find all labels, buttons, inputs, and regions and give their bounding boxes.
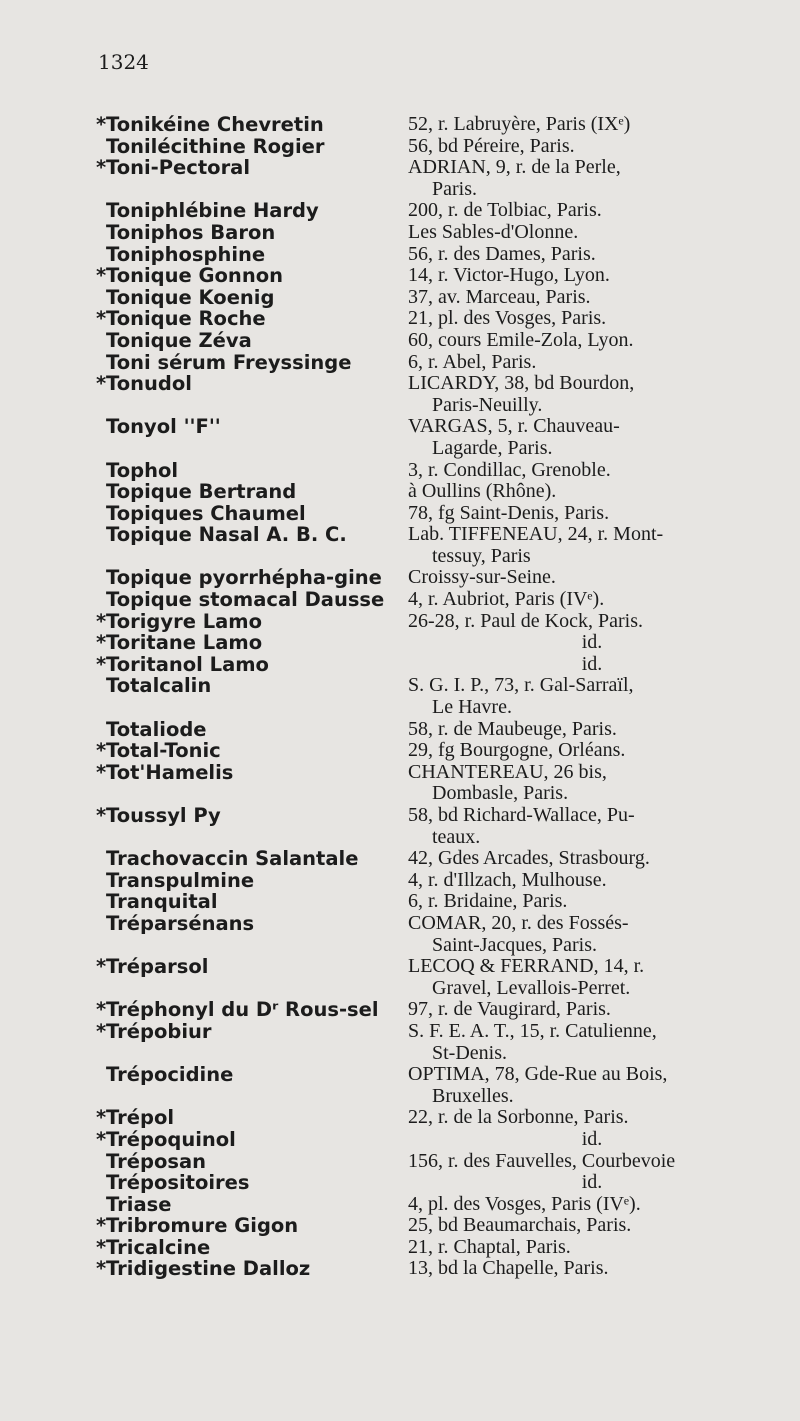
product-name [96, 870, 388, 892]
product-name [96, 913, 388, 935]
product-name [96, 460, 388, 482]
product-name-text: Total-Tonic [106, 739, 221, 763]
address [388, 891, 776, 913]
address [388, 308, 776, 330]
address-line-continued: St-Denis. [432, 1041, 507, 1064]
list-item [96, 913, 776, 956]
address-line: 22, r. de la Sorbonne, Paris. [408, 1106, 629, 1129]
asterisk-mark: * [96, 760, 107, 784]
product-name [96, 265, 388, 287]
product-name [96, 330, 388, 352]
asterisk-mark: * [96, 804, 107, 827]
product-name-text: Toussyl Py [106, 804, 221, 827]
address-line-continued: Saint-Jacques, Paris. [432, 933, 597, 956]
address-line: VARGAS, 5, r. Chauveau- [408, 415, 620, 438]
address [388, 1021, 776, 1064]
asterisk-mark: * [96, 1019, 107, 1043]
product-name-text: Trachovaccin Salantale [106, 847, 359, 871]
asterisk-mark: * [96, 609, 107, 633]
list-item [96, 330, 776, 352]
list-item [96, 611, 776, 633]
address-line: 78, fg Saint-Denis, Paris. [408, 501, 610, 524]
asterisk-mark: * [96, 113, 107, 136]
product-name [96, 1258, 388, 1280]
address [388, 114, 776, 136]
address-line-continued: teaux. [432, 825, 481, 848]
address [388, 611, 776, 633]
address-line: id. [581, 652, 603, 675]
list-item [96, 265, 776, 287]
address [388, 136, 776, 158]
address [388, 1064, 776, 1107]
product-name-text: Tranquital [106, 890, 218, 914]
product-name-text: Tonikéine Chevretin [106, 113, 324, 136]
address [388, 632, 776, 654]
list-item [96, 1258, 776, 1280]
asterisk-mark: * [96, 739, 107, 763]
list-item [96, 503, 776, 525]
list-item [96, 740, 776, 762]
address [388, 244, 776, 266]
product-name [96, 956, 388, 978]
product-name-text: Tridigestine Dalloz [106, 1257, 311, 1281]
address-line: Les Sables-d'Olonne. [408, 220, 579, 243]
address [388, 870, 776, 892]
address-line: LECOQ & FERRAND, 14, r. [408, 955, 645, 978]
product-name-text: Toni-Pectoral [106, 156, 251, 180]
list-item [96, 524, 776, 567]
address-line: 4, r. Aubriot, Paris (IVᵉ). [408, 588, 605, 611]
address-line-continued: Paris-Neuilly. [432, 393, 543, 416]
asterisk-mark: * [96, 264, 107, 288]
address [388, 330, 776, 352]
list-item [96, 136, 776, 158]
list-item [96, 956, 776, 999]
list-item [96, 589, 776, 611]
product-name [96, 524, 388, 546]
asterisk-mark: * [96, 156, 107, 180]
product-name-text: Tonyol ''F'' [106, 415, 221, 439]
address-line: CHANTEREAU, 26 bis, [408, 760, 607, 783]
list-item [96, 999, 776, 1021]
address-line: 6, r. Abel, Paris. [408, 350, 537, 373]
address-line: COMAR, 20, r. des Fossés- [408, 911, 629, 934]
list-item [96, 567, 776, 589]
asterisk-mark: * [96, 998, 107, 1022]
product-name-text: Toniphosphine [106, 242, 266, 266]
address-line-continued: Dombasle, Paris. [432, 782, 569, 805]
list-item [96, 891, 776, 913]
address-line: S. G. I. P., 73, r. Gal-Sarraïl, [408, 674, 634, 697]
address-line: 37, av. Marceau, Paris. [408, 285, 591, 308]
address-line: 56, bd Péreire, Paris. [408, 134, 575, 157]
product-name-text: Tonique Gonnon [106, 264, 283, 288]
list-item [96, 1172, 776, 1194]
asterisk-mark: * [96, 372, 107, 396]
address-line-continued: Gravel, Levallois-Perret. [432, 976, 631, 999]
page-number: 1324 [98, 50, 149, 74]
address [388, 200, 776, 222]
product-name [96, 632, 388, 654]
product-name [96, 136, 388, 158]
list-item [96, 373, 776, 416]
product-name-text: Tréposan [106, 1149, 207, 1173]
address [388, 1129, 776, 1151]
product-name [96, 1107, 388, 1129]
product-name-text: Tricalcine [106, 1235, 211, 1259]
product-name-text: Tonique Roche [106, 307, 266, 331]
list-item [96, 632, 776, 654]
address [388, 1215, 776, 1237]
product-name-text: Trépoquinol [106, 1127, 236, 1151]
product-name-text: Tréphonyl du Dʳ Rous-sel [106, 998, 379, 1022]
product-name [96, 805, 388, 827]
address [388, 719, 776, 741]
product-name [96, 1151, 388, 1173]
product-name [96, 654, 388, 676]
asterisk-mark: * [96, 652, 107, 676]
address [388, 762, 776, 805]
address-line: 4, pl. des Vosges, Paris (IVᵉ). [408, 1192, 641, 1215]
product-name-text: Totalcalin [106, 674, 212, 698]
address-line: 42, Gdes Arcades, Strasbourg. [408, 847, 650, 870]
product-name-text: Triase [106, 1192, 172, 1216]
address [388, 589, 776, 611]
product-name-text: Topiques Chaumel [106, 501, 306, 525]
address [388, 524, 776, 567]
product-name-text: Trépocidine [106, 1063, 234, 1087]
list-item [96, 308, 776, 330]
address-line: 25, bd Beaumarchais, Paris. [408, 1214, 632, 1237]
address [388, 913, 776, 956]
product-name [96, 1237, 388, 1259]
product-name [96, 287, 388, 309]
address [388, 222, 776, 244]
list-item [96, 157, 776, 200]
list-item [96, 1107, 776, 1129]
address [388, 1194, 776, 1216]
list-item [96, 1151, 776, 1173]
product-name-text: Torigyre Lamo [106, 609, 263, 633]
product-name-text: Topique pyorrhépha-gine [106, 566, 382, 590]
address-line: 21, pl. des Vosges, Paris. [408, 307, 607, 330]
address-line: 60, cours Emile-Zola, Lyon. [408, 328, 634, 351]
address-line: 4, r. d'Illzach, Mulhouse. [408, 868, 607, 891]
product-name-text: Toritane Lamo [106, 631, 263, 655]
product-name [96, 848, 388, 870]
address [388, 1237, 776, 1259]
product-name [96, 1064, 388, 1086]
product-name-text: Tribromure Gigon [106, 1214, 299, 1238]
product-name-text: Toritanol Lamo [106, 652, 269, 676]
list-item [96, 200, 776, 222]
list-item [96, 848, 776, 870]
asterisk-mark: * [96, 307, 107, 331]
address [388, 848, 776, 870]
product-name-text: Trépobiur [106, 1019, 212, 1043]
address [388, 265, 776, 287]
address [388, 675, 776, 718]
entry-list [96, 114, 776, 1280]
list-item [96, 222, 776, 244]
address-line-continued: Lagarde, Paris. [432, 436, 553, 459]
product-name-text: Trépol [106, 1106, 175, 1130]
address [388, 373, 776, 416]
product-name-text: Tonudol [106, 372, 192, 396]
product-name [96, 589, 388, 611]
list-item [96, 1129, 776, 1151]
address [388, 416, 776, 459]
product-name [96, 762, 388, 784]
address-line: 21, r. Chaptal, Paris. [408, 1235, 571, 1258]
address [388, 654, 776, 676]
address [388, 1107, 776, 1129]
product-name [96, 114, 388, 136]
product-name [96, 308, 388, 330]
asterisk-mark: * [96, 1235, 107, 1259]
address [388, 157, 776, 200]
address-line: 200, r. de Tolbiac, Paris. [408, 199, 602, 222]
address [388, 1258, 776, 1280]
product-name [96, 891, 388, 913]
address-line: Lab. TIFFENEAU, 24, r. Mont- [408, 523, 664, 546]
list-item [96, 762, 776, 805]
product-name [96, 719, 388, 741]
product-name [96, 567, 388, 589]
product-name-text: Tonique Zéva [106, 328, 252, 352]
address [388, 503, 776, 525]
product-name [96, 373, 388, 395]
list-item [96, 244, 776, 266]
list-item [96, 1237, 776, 1259]
asterisk-mark: * [96, 1127, 107, 1151]
address [388, 740, 776, 762]
address-line: 14, r. Victor-Hugo, Lyon. [408, 264, 610, 287]
address-line: 58, r. de Maubeuge, Paris. [408, 717, 617, 740]
address-line: id. [581, 1127, 603, 1150]
product-name [96, 416, 388, 438]
asterisk-mark: * [96, 1257, 107, 1281]
list-item [96, 1021, 776, 1064]
address-line: 3, r. Condillac, Grenoble. [408, 458, 611, 481]
address [388, 1172, 776, 1194]
list-item [96, 416, 776, 459]
product-name-text: Tophol [106, 458, 179, 482]
address [388, 999, 776, 1021]
product-name [96, 611, 388, 633]
list-item [96, 352, 776, 374]
asterisk-mark: * [96, 1214, 107, 1238]
list-item [96, 1215, 776, 1237]
address-line: 29, fg Bourgogne, Orléans. [408, 739, 626, 762]
product-name-text: Transpulmine [106, 868, 255, 892]
address [388, 956, 776, 999]
product-name-text: Trépositoires [106, 1171, 250, 1195]
product-name-text: Tonique Koenig [106, 285, 275, 309]
address-line: 26-28, r. Paul de Kock, Paris. [408, 609, 643, 632]
product-name-text: Tréparsol [106, 955, 209, 979]
product-name [96, 675, 388, 697]
product-name [96, 157, 388, 179]
product-name-text: Topique stomacal Dausse [106, 588, 385, 612]
address-line: 13, bd la Chapelle, Paris. [408, 1257, 609, 1280]
product-name-text: Tréparsénans [106, 911, 255, 935]
product-name [96, 1215, 388, 1237]
product-name [96, 244, 388, 266]
address [388, 1151, 776, 1173]
list-item [96, 654, 776, 676]
address-line: id. [581, 631, 603, 654]
product-name [96, 1021, 388, 1043]
list-item [96, 114, 776, 136]
address-line-continued: Bruxelles. [432, 1084, 514, 1107]
address-line: 97, r. de Vaugirard, Paris. [408, 998, 611, 1021]
address-line: OPTIMA, 78, Gde-Rue au Bois, [408, 1063, 668, 1086]
address [388, 287, 776, 309]
address-line: ADRIAN, 9, r. de la Perle, [408, 156, 621, 179]
address-line-continued: tessuy, Paris [432, 544, 531, 567]
product-name [96, 740, 388, 762]
product-name-text: Tonilécithine Rogier [106, 134, 325, 158]
product-name [96, 200, 388, 222]
product-name [96, 352, 388, 374]
address-line-continued: Le Havre. [432, 696, 512, 719]
product-name-text: Toniphos Baron [106, 220, 276, 244]
product-name [96, 999, 388, 1021]
product-name-text: Topique Nasal A. B. C. [106, 523, 347, 547]
product-name-text: Topique Bertrand [106, 480, 297, 504]
list-item [96, 805, 776, 848]
address-line: id. [581, 1171, 603, 1194]
list-item [96, 1194, 776, 1216]
list-item [96, 675, 776, 718]
address [388, 805, 776, 848]
address-line: à Oullins (Rhône). [408, 480, 557, 503]
product-name [96, 481, 388, 503]
address [388, 567, 776, 589]
list-item [96, 481, 776, 503]
product-name-text: Toniphlébine Hardy [106, 199, 319, 223]
product-name [96, 1172, 388, 1194]
address [388, 481, 776, 503]
list-item [96, 460, 776, 482]
product-name [96, 222, 388, 244]
address-line: 58, bd Richard-Wallace, Pu- [408, 804, 635, 826]
address [388, 352, 776, 374]
address-line-continued: Paris. [432, 177, 477, 200]
list-item [96, 1064, 776, 1107]
address [388, 460, 776, 482]
asterisk-mark: * [96, 1106, 107, 1130]
product-name-text: Toni sérum Freyssinge [106, 350, 352, 374]
product-name [96, 1194, 388, 1216]
address-line: LICARDY, 38, bd Bourdon, [408, 372, 635, 395]
product-name-text: Totaliode [106, 717, 207, 741]
address-line: S. F. E. A. T., 15, r. Catulienne, [408, 1019, 657, 1042]
list-item [96, 719, 776, 741]
address-line: 6, r. Bridaine, Paris. [408, 890, 568, 913]
asterisk-mark: * [96, 955, 107, 979]
list-item [96, 287, 776, 309]
address-line: 52, r. Labruyère, Paris (IXᵉ) [408, 113, 631, 135]
address-line: 156, r. des Fauvelles, Courbevoie [408, 1149, 676, 1172]
product-name [96, 503, 388, 525]
product-name-text: Tot'Hamelis [106, 760, 234, 784]
list-item [96, 870, 776, 892]
address-line: Croissy-sur-Seine. [408, 566, 556, 589]
address-line: 56, r. des Dames, Paris. [408, 242, 596, 265]
product-name [96, 1129, 388, 1151]
asterisk-mark: * [96, 631, 107, 655]
